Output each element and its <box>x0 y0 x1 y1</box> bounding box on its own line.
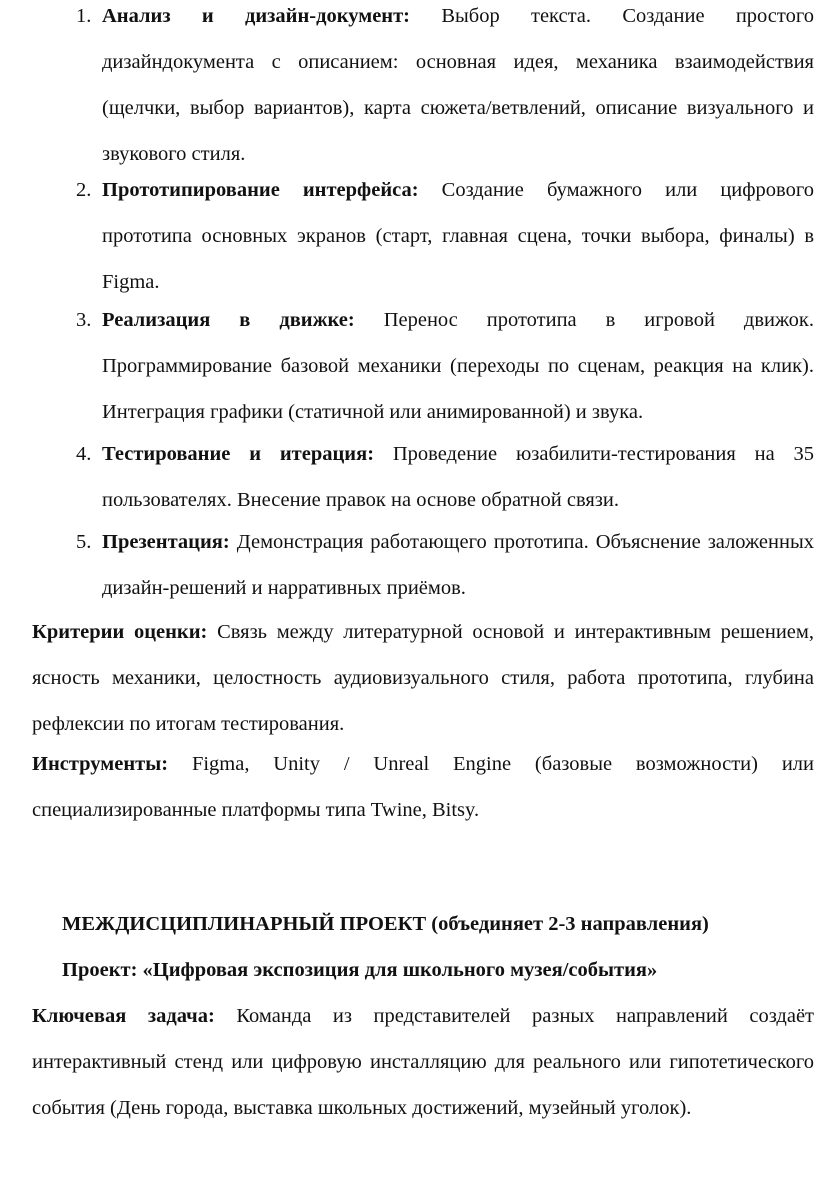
step-number: 1. <box>76 5 92 27</box>
step-number: 3. <box>76 309 92 331</box>
step-title: Тестирование и итерация: <box>102 443 375 465</box>
section-title: МЕЖДИСЦИПЛИНАРНЫЙ ПРОЕКТ (объединяет 2-3 направления) <box>62 913 709 935</box>
evaluation-criteria-paragraph <box>32 609 814 747</box>
step-description: Выбор текста. Создание простого дизайндокумента с описанием: основная идея, механика взаимодействия (щелчки, выбор вариантов), карта сюжета/ветвлений, описание визуального и звукового стиля. <box>102 5 814 165</box>
step-number: 5. <box>76 531 92 553</box>
tools-paragraph <box>32 741 814 833</box>
step-title: Прототипирование интерфейса: <box>102 179 419 201</box>
project-title: Проект: «Цифровая экспозиция для школьного музея/события» <box>62 959 658 981</box>
step-title: Реализация в движке: <box>102 309 355 331</box>
step-title: Презентация: <box>102 531 230 553</box>
key-task-label: Ключевая задача: <box>32 1005 215 1027</box>
step-text <box>102 297 814 435</box>
tools-label: Инструменты: <box>32 753 169 775</box>
criteria-text: Связь между литературной основой и интерактивным решением, ясность механики, целостность аудиовизуального стиля, работа прототипа, глубина рефлексии по итогам тестирования. <box>32 621 814 735</box>
tools-text: Figma, Unity / Unreal Engine (базовые возможности) или специализированные платформы типа Twine, Bitsy. <box>32 753 814 821</box>
key-task-text: Команда из представителей разных направлений создаёт интерактивный стенд или цифровую инсталляцию для реального или гипотетического события (День города, выставка школьных достижений, музейный уголок). <box>32 1005 815 1119</box>
step-description: Проведение юзабилити-тестирования на 35 пользователях. Внесение правок на основе обратной связи. <box>102 443 814 511</box>
step-number: 2. <box>76 179 92 201</box>
step-text <box>102 0 814 177</box>
step-text <box>102 519 814 611</box>
key-task-paragraph <box>32 993 814 1131</box>
step-description: Создание бумажного или цифрового прототипа основных экранов (старт, главная сцена, точки выбора, финалы) в Figma. <box>102 179 814 293</box>
step-text <box>102 167 814 305</box>
criteria-label: Критерии оценки: <box>32 621 208 643</box>
step-description: Перенос прототипа в игровой движок. Программирование базовой механики (переходы по сценам, реакция на клик). Интеграция графики (статичной или анимированной) и звука. <box>102 309 815 423</box>
step-description: Демонстрация работающего прототипа. Объяснение заложенных дизайн-решений и нарративных приёмов. <box>102 531 814 599</box>
step-title: Анализ и дизайн-документ: <box>102 5 411 27</box>
step-text <box>102 431 814 523</box>
step-number: 4. <box>76 443 92 465</box>
